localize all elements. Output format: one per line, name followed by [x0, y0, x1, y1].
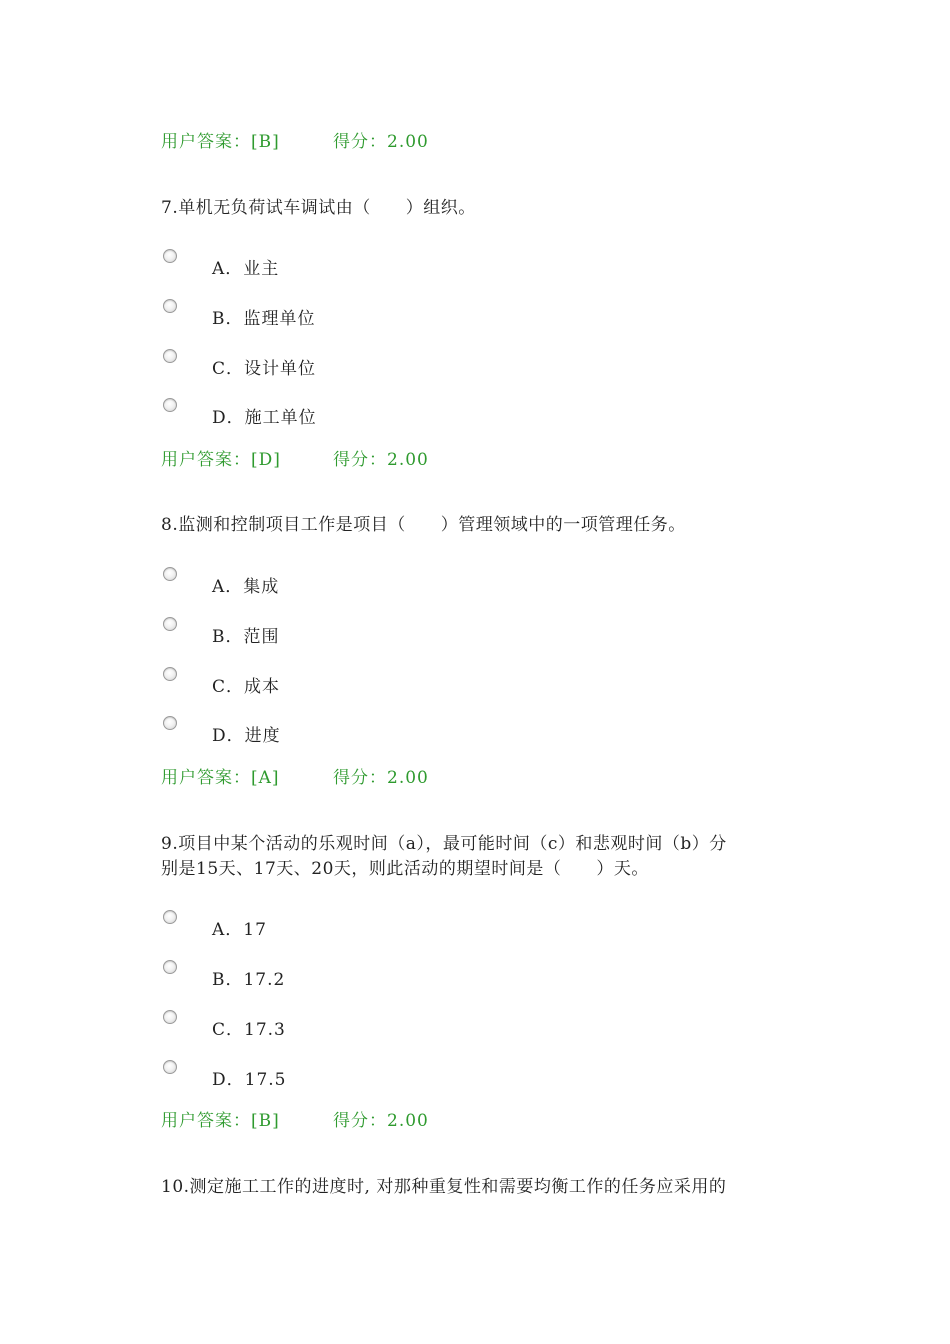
- score-value: 2.00: [387, 1111, 429, 1131]
- user-answer-value: [B]: [251, 1111, 280, 1131]
- question-10-text: 10.测定施工工作的进度时, 对那种重复性和需要均衡工作的任务应采用的: [161, 1177, 727, 1197]
- score: [333, 445, 429, 470]
- question-9-line-2: 别是15天、17天、20天，则此活动的期望时间是（ ）天。: [161, 859, 649, 879]
- question-8-text: 8.监测和控制项目工作是项目（ ）管理领域中的一项管理任务。: [161, 515, 686, 535]
- user-answer-value: [D]: [251, 450, 281, 470]
- question-7-text: 7.单机无负荷试车调试由（ ）组织。: [161, 198, 476, 218]
- option-radio-9d[interactable]: [163, 1060, 177, 1074]
- answer-label: 用户答案：: [161, 1111, 251, 1131]
- score-label: 得分：: [333, 132, 387, 152]
- option-label-9b: B．17.2: [212, 970, 286, 990]
- score-value: 2.00: [387, 450, 429, 470]
- user-answer-value: [A]: [251, 768, 280, 788]
- option-label-8c: C．成本: [212, 677, 281, 697]
- answer-line-q6: [161, 127, 429, 152]
- option-label-9d: D．17.5: [212, 1070, 287, 1090]
- option-radio-7b[interactable]: [163, 299, 177, 313]
- answer-label: 用户答案：: [161, 450, 251, 470]
- option-label-9c: C．17.3: [212, 1020, 286, 1040]
- question-9-text: [161, 832, 727, 882]
- answer-line-q9: [161, 1106, 429, 1131]
- option-radio-8c[interactable]: [163, 667, 177, 681]
- answer-line-q8: [161, 763, 429, 788]
- score-label: 得分：: [333, 450, 387, 470]
- option-label-8d: D．进度: [212, 726, 281, 746]
- option-radio-9c[interactable]: [163, 1010, 177, 1024]
- option-radio-9a[interactable]: [163, 910, 177, 924]
- score: [333, 127, 429, 152]
- score: [333, 1106, 429, 1131]
- score-value: 2.00: [387, 768, 429, 788]
- option-radio-7d[interactable]: [163, 398, 177, 412]
- option-label-8a: A．集成: [212, 577, 280, 597]
- score: [333, 763, 429, 788]
- score-value: 2.00: [387, 132, 429, 152]
- option-label-7a: A．业主: [212, 259, 280, 279]
- option-radio-7c[interactable]: [163, 349, 177, 363]
- answer-line-q7: [161, 445, 429, 470]
- option-radio-8b[interactable]: [163, 617, 177, 631]
- question-9-line-1: 9.项目中某个活动的乐观时间（a），最可能时间（c）和悲观时间（b）分: [161, 834, 727, 854]
- option-radio-8a[interactable]: [163, 567, 177, 581]
- option-label-7c: C．设计单位: [212, 359, 317, 379]
- answer-label: 用户答案：: [161, 768, 251, 788]
- option-radio-7a[interactable]: [163, 249, 177, 263]
- user-answer-value: [B]: [251, 132, 280, 152]
- score-label: 得分：: [333, 768, 387, 788]
- option-label-7d: D．施工单位: [212, 408, 317, 428]
- option-label-9a: A．17: [212, 920, 267, 940]
- option-radio-9b[interactable]: [163, 960, 177, 974]
- option-label-8b: B．范围: [212, 627, 280, 647]
- option-label-7b: B．监理单位: [212, 309, 316, 329]
- answer-label: 用户答案：: [161, 132, 251, 152]
- score-label: 得分：: [333, 1111, 387, 1131]
- option-radio-8d[interactable]: [163, 716, 177, 730]
